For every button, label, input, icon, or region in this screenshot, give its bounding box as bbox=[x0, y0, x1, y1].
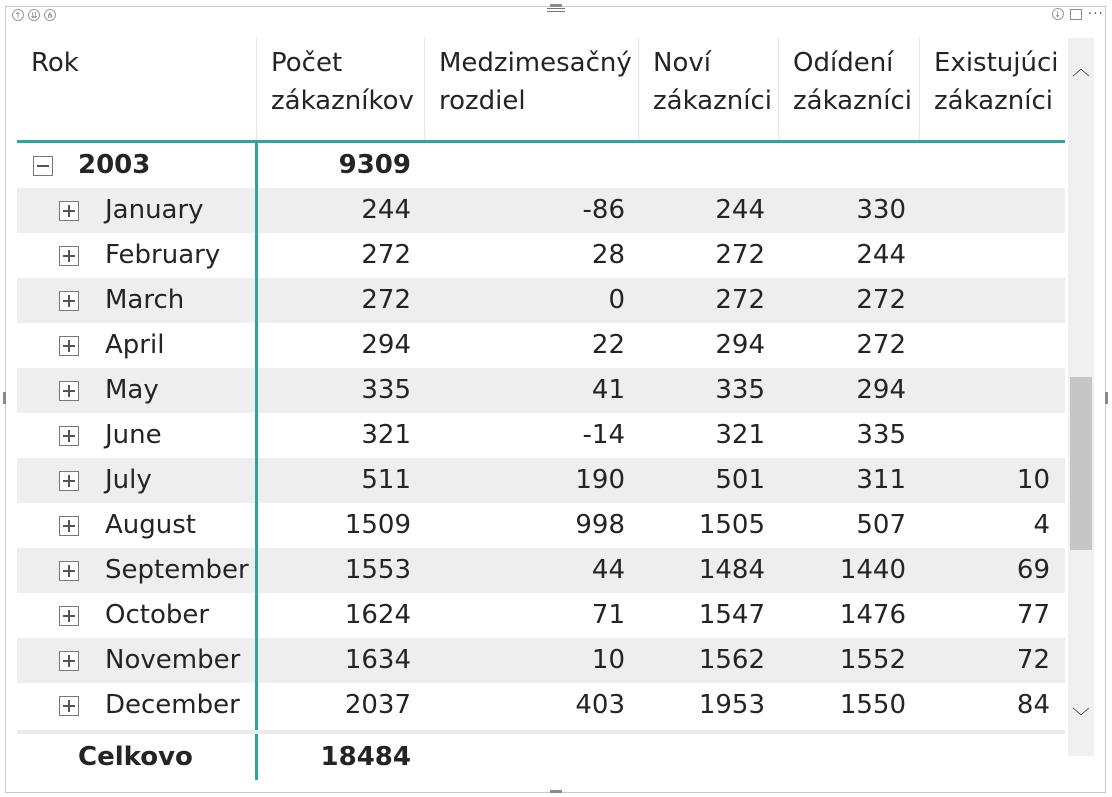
value-cell: 4 bbox=[1033, 510, 1050, 540]
value-cell: 998 bbox=[575, 510, 625, 540]
column-header-row bbox=[17, 38, 1065, 143]
value-cell bbox=[920, 143, 1065, 188]
value-cell: 1484 bbox=[698, 555, 765, 585]
row-label: November bbox=[105, 645, 241, 675]
value-cell bbox=[425, 734, 639, 780]
visual-header-right bbox=[1052, 8, 1104, 20]
month-row bbox=[17, 503, 1065, 548]
row-label: March bbox=[105, 285, 185, 315]
more-options-icon[interactable]: ··· bbox=[1087, 6, 1104, 22]
month-row bbox=[17, 638, 1065, 683]
value-cell bbox=[920, 368, 1065, 413]
value-cell: 272 bbox=[856, 285, 906, 315]
month-row bbox=[17, 368, 1065, 413]
value-cell: 294 bbox=[361, 330, 411, 360]
value-cell: 335 bbox=[361, 375, 411, 405]
value-cell: 272 bbox=[361, 285, 411, 315]
value-cell: 1476 bbox=[839, 600, 906, 630]
value-cell bbox=[425, 143, 639, 188]
month-row bbox=[17, 233, 1065, 278]
drill-mode-icon[interactable]: ↓ bbox=[1052, 8, 1064, 20]
row-header-cell bbox=[17, 323, 257, 368]
row-header-cell bbox=[17, 458, 257, 503]
row-label: January bbox=[105, 195, 204, 225]
row-label: April bbox=[105, 330, 165, 360]
month-row bbox=[17, 683, 1065, 728]
header-existujuci-zakaznici[interactable]: Existujúci zákazníci bbox=[934, 48, 1059, 116]
expand-plus-icon[interactable] bbox=[59, 651, 79, 671]
value-cell: 72 bbox=[1016, 645, 1050, 675]
value-cell: -86 bbox=[582, 195, 625, 225]
month-row bbox=[17, 458, 1065, 503]
value-cell: 311 bbox=[856, 465, 906, 495]
expand-plus-icon[interactable] bbox=[59, 246, 79, 266]
month-row bbox=[17, 323, 1065, 368]
matrix-table bbox=[17, 38, 1065, 780]
scroll-thumb[interactable] bbox=[1070, 377, 1092, 550]
month-row bbox=[17, 593, 1065, 638]
value-cell bbox=[920, 734, 1065, 780]
value-cell: 244 bbox=[856, 240, 906, 270]
focus-mode-icon[interactable] bbox=[1070, 9, 1082, 20]
row-label: 2003 bbox=[78, 150, 151, 180]
value-cell: 244 bbox=[715, 195, 765, 225]
value-cell: 69 bbox=[1016, 555, 1050, 585]
value-cell: 71 bbox=[591, 600, 625, 630]
value-cell: 18484 bbox=[320, 742, 411, 772]
row-header-cell bbox=[17, 413, 257, 458]
expand-plus-icon[interactable] bbox=[59, 516, 79, 536]
row-label: October bbox=[105, 600, 210, 630]
value-cell: 1552 bbox=[839, 645, 906, 675]
expand-plus-icon[interactable] bbox=[59, 696, 79, 716]
value-cell bbox=[920, 413, 1065, 458]
value-cell: 272 bbox=[856, 330, 906, 360]
value-cell: 272 bbox=[715, 240, 765, 270]
row-header-cell bbox=[17, 593, 257, 638]
resize-handle-left[interactable] bbox=[3, 392, 6, 404]
value-cell bbox=[639, 143, 779, 188]
value-cell: 10 bbox=[591, 645, 625, 675]
value-cell: 321 bbox=[361, 420, 411, 450]
row-label: August bbox=[105, 510, 196, 540]
value-cell: 190 bbox=[575, 465, 625, 495]
row-header-cell bbox=[17, 734, 257, 780]
row-header-cell bbox=[17, 548, 257, 593]
value-cell bbox=[779, 143, 920, 188]
collapse-minus-icon[interactable] bbox=[33, 156, 53, 176]
expand-plus-icon[interactable] bbox=[59, 291, 79, 311]
row-label: May bbox=[105, 375, 159, 405]
value-cell: 294 bbox=[856, 375, 906, 405]
row-header-cell bbox=[17, 503, 257, 548]
value-cell: 0 bbox=[608, 285, 625, 315]
value-cell bbox=[779, 734, 920, 780]
resize-handle-right[interactable] bbox=[1105, 392, 1108, 404]
value-cell: 1550 bbox=[839, 690, 906, 720]
value-cell: 507 bbox=[856, 510, 906, 540]
month-row bbox=[17, 548, 1065, 593]
value-cell: 321 bbox=[715, 420, 765, 450]
value-cell bbox=[920, 323, 1065, 368]
month-row bbox=[17, 278, 1065, 323]
drill-down-all-icon[interactable]: ⇊ bbox=[28, 9, 40, 21]
row-header-cell bbox=[17, 188, 257, 233]
visual-header-left bbox=[12, 9, 56, 21]
header-rok[interactable]: Rok bbox=[17, 38, 257, 140]
value-cell: 1440 bbox=[839, 555, 906, 585]
value-cell: 2037 bbox=[344, 690, 411, 720]
value-cell: 294 bbox=[715, 330, 765, 360]
drag-grip-icon[interactable] bbox=[547, 6, 565, 16]
expand-plus-icon[interactable] bbox=[59, 201, 79, 221]
value-cell: 28 bbox=[591, 240, 625, 270]
value-cell: 335 bbox=[715, 375, 765, 405]
value-cell: 77 bbox=[1016, 600, 1050, 630]
row-label: June bbox=[105, 420, 162, 450]
value-cell: 1547 bbox=[698, 600, 765, 630]
row-label: Celkovo bbox=[78, 742, 193, 772]
row-header-cell bbox=[17, 143, 257, 188]
value-cell: 1562 bbox=[698, 645, 765, 675]
vertical-scrollbar[interactable] bbox=[1068, 38, 1094, 756]
value-cell: 1634 bbox=[344, 645, 411, 675]
expand-plus-icon[interactable] bbox=[59, 606, 79, 626]
month-row bbox=[17, 188, 1065, 233]
value-cell bbox=[920, 278, 1065, 323]
row-header-cell bbox=[17, 278, 257, 323]
value-cell: 272 bbox=[361, 240, 411, 270]
scroll-up-icon[interactable]: ︿ bbox=[1072, 59, 1090, 80]
expand-plus-icon[interactable] bbox=[59, 561, 79, 581]
month-row bbox=[17, 413, 1065, 458]
row-label: July bbox=[105, 465, 152, 495]
header-odideni-zakaznici[interactable]: Odídení zákazníci bbox=[779, 38, 920, 140]
row-header-cell bbox=[17, 368, 257, 413]
value-cell: 1953 bbox=[698, 690, 765, 720]
drill-up-icon[interactable]: ↑ bbox=[12, 9, 24, 21]
value-cell bbox=[639, 734, 779, 780]
scroll-down-icon[interactable]: ﹀ bbox=[1072, 707, 1090, 728]
row-header-cell bbox=[17, 638, 257, 683]
row-label: February bbox=[105, 240, 221, 270]
row-header-cell bbox=[17, 683, 257, 728]
header-medzimesacny-rozdiel[interactable]: Medzimesačný rozdiel bbox=[425, 38, 639, 140]
total-row bbox=[17, 730, 1065, 780]
value-cell: 511 bbox=[361, 465, 411, 495]
expand-plus-icon[interactable] bbox=[59, 336, 79, 356]
value-cell: 272 bbox=[715, 285, 765, 315]
value-cell: 10 bbox=[1016, 465, 1050, 495]
value-cell: 335 bbox=[856, 420, 906, 450]
value-cell bbox=[920, 188, 1065, 233]
value-cell: -14 bbox=[582, 420, 625, 450]
value-cell: 1505 bbox=[698, 510, 765, 540]
value-cell: 244 bbox=[361, 195, 411, 225]
value-cell: 1624 bbox=[344, 600, 411, 630]
expand-plus-icon[interactable] bbox=[59, 471, 79, 491]
expand-plus-icon[interactable] bbox=[59, 426, 79, 446]
total-row-content bbox=[17, 734, 1065, 780]
value-cell: 44 bbox=[591, 555, 625, 585]
header-pocet-zakaznikov[interactable]: Počet zákazníkov bbox=[257, 38, 425, 140]
row-header-cell bbox=[17, 233, 257, 278]
year-row bbox=[17, 143, 1065, 188]
value-cell bbox=[920, 233, 1065, 278]
resize-handle-bottom[interactable] bbox=[550, 790, 562, 793]
row-header-divider bbox=[255, 140, 258, 780]
row-label: September bbox=[105, 555, 249, 585]
expand-next-level-icon[interactable]: ⋔ bbox=[44, 9, 56, 21]
value-cell: 1553 bbox=[344, 555, 411, 585]
expand-plus-icon[interactable] bbox=[59, 381, 79, 401]
value-cell: 9309 bbox=[338, 150, 411, 180]
value-cell: 330 bbox=[856, 195, 906, 225]
value-cell: 1509 bbox=[344, 510, 411, 540]
header-novi-zakaznici[interactable]: Noví zákazníci bbox=[639, 38, 779, 140]
value-cell: 501 bbox=[715, 465, 765, 495]
value-cell: 41 bbox=[591, 375, 625, 405]
row-label: December bbox=[105, 690, 240, 720]
value-cell: 403 bbox=[575, 690, 625, 720]
value-cell: 22 bbox=[591, 330, 625, 360]
value-cell: 84 bbox=[1016, 690, 1050, 720]
